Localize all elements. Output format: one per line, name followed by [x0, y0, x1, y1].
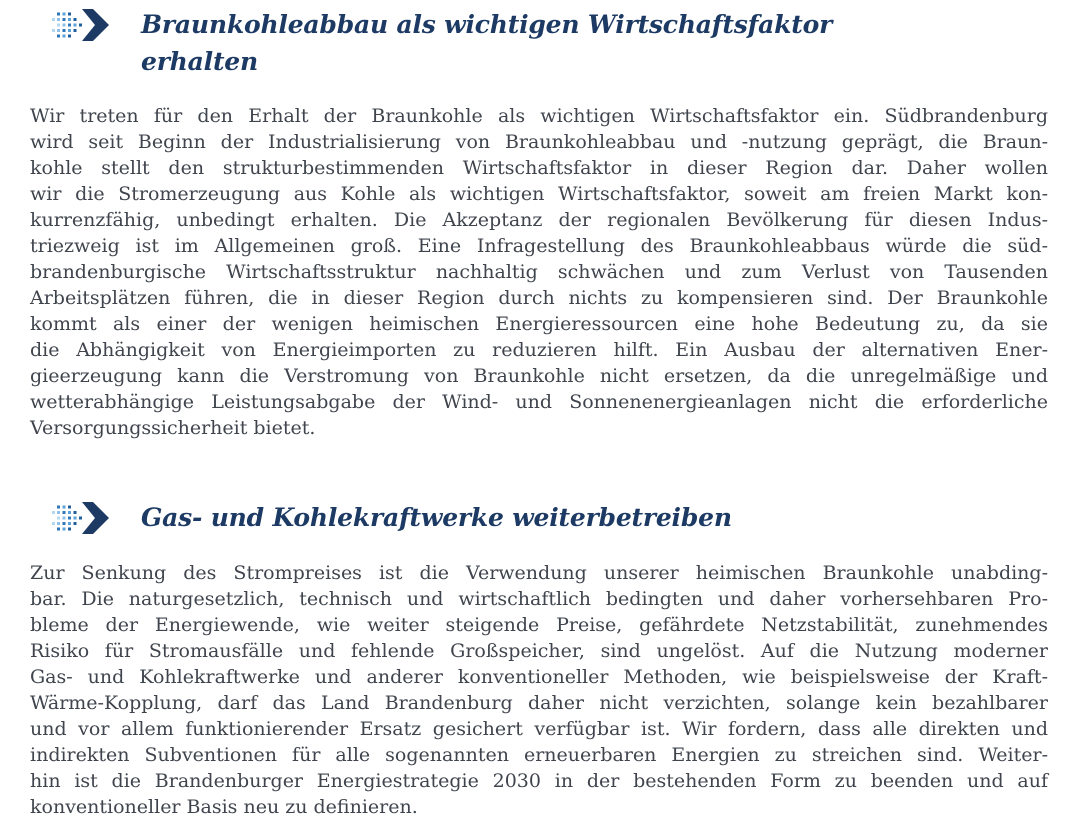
section-heading-gas-kohlekraftwerke: Gas- und Kohlekraftwerke weiterbetreiben	[141, 503, 732, 532]
section-paragraph-gas-kohlekraftwerke: Zur Senkung des Strompreises ist die Verwendung unserer heimischen Braunkohle unabding- bar. Die naturgesetzlich, technisch und wirtschaftlich bedingten und daher vorhersehbaren Pro- bleme der Energiewende, wie weiter steigende Preise, gefährdete Netzstabilität, zunehmendes Risiko für Stromausfälle und fehlende Großspeicher, sind ungelöst. Auf die Nutzung moderner Gas- und Kohlekraftwerke und anderer konventioneller Methoden, wie beispielsweise der Kraft- Wärme-Kopplung, darf das Land Brandenburg daher nicht verzichten, solange kein bezahlbarer und vor allem funktionierender Ersatz gesichert verfügbar ist. Wir fordern, dass alle direkten und indirekten Subventionen für alle sogenannten erneuerbaren Energien zu streichen sind. Weiter- hin ist die Brandenburger Energiestrategie 2030 in der bestehenden Form zu beenden und auf konventioneller Basis neu zu definieren.	[30, 562, 1048, 818]
dotted-chevron-arrow-icon	[52, 501, 110, 535]
dotted-chevron-arrow-icon	[52, 8, 110, 42]
section-heading-braunkohleabbau: Braunkohleabbau als wichtigen Wirtschaftsfaktor erhalten	[141, 10, 833, 76]
section-paragraph-braunkohleabbau: Wir treten für den Erhalt der Braunkohle als wichtigen Wirtschaftsfaktor ein. Südbrandenburg wird seit Beginn der Industrialisierung von Braunkohleabbau und -nutzung geprägt, die Braun- kohle stellt den strukturbestimmenden Wirtschaftsfaktor in dieser Region dar. Daher wollen wir die Stromerzeugung aus Kohle als wichtigen Wirtschaftsfaktor, soweit am freien Markt kon- kurrenzfähig, unbedingt erhalten. Die Akzeptanz der regionalen Bevölkerung für diesen Indus- triezweig ist im Allgemeinen groß. Eine Infragestellung des Braunkohleabbaus würde die süd- brandenburgische Wirtschaftsstruktur nachhaltig schwächen und zum Verlust von Tausenden Arbeitsplätzen führen, die in dieser Region durch nichts zu kompensieren sind. Der Braunkohle kommt als einer der wenigen heimischen Energieressourcen eine hohe Bedeutung zu, da sie die Abhängigkeit von Energieimporten zu reduzieren hilft. Ein Ausbau der alternativen Ener- gieerzeugung kann die Verstromung von Braunkohle nicht ersetzen, da die unregelmäßige und wetterabhängige Leistungsabgabe der Wind- und Sonnenenergieanlagen nicht die erforderliche Versorgungssicherheit bietet.	[30, 105, 1048, 439]
